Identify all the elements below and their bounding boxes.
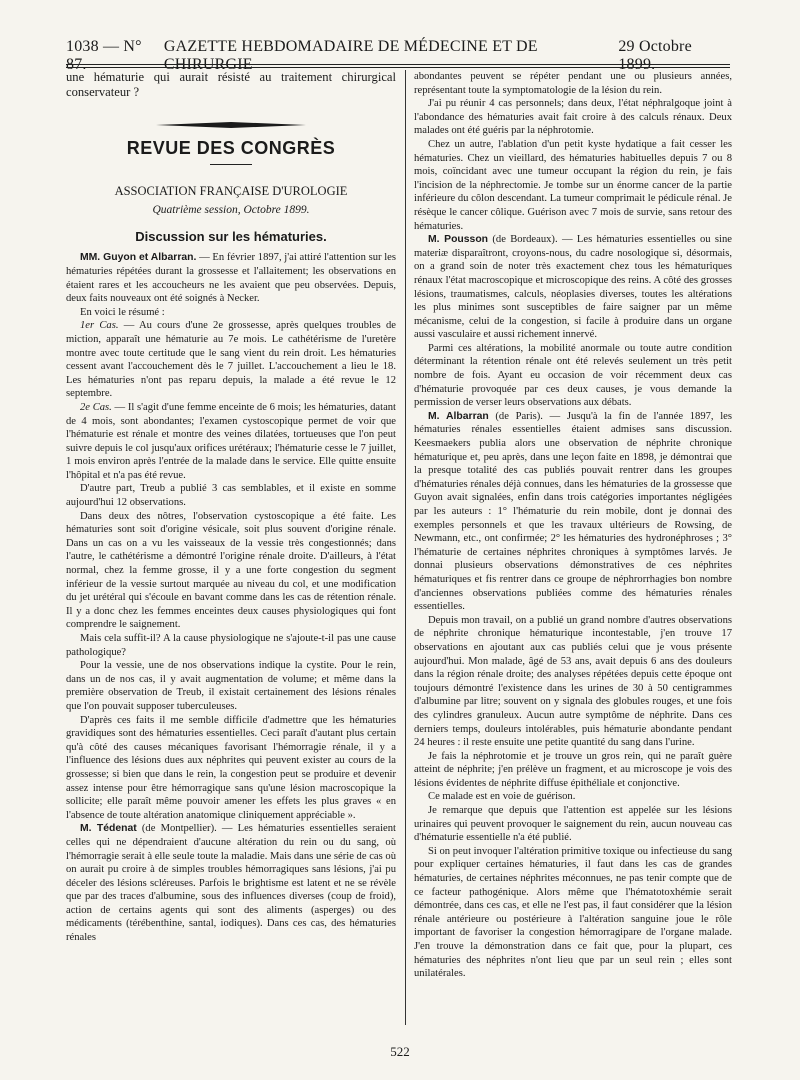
- journal-title: GAZETTE HEBDOMADAIRE DE MÉDECINE ET DE CHIRURGIE: [163, 38, 538, 73]
- paragraph: Parmi ces altérations, la mobilité anormale ou toute autre condition déterminant la rétention rénale ont été relevés seulement un très petit nombre de fois. Ayant eu occasion de voir récemment deux cas d'hématurie provoquée par ces deux causes, je vous demande la permission de verser leurs observations aux débats.: [414, 342, 732, 409]
- paragraph: Depuis mon travail, on a publié un grand nombre d'autres observations de néphrite chronique hématurique incontestable, j'en trouve 17 observations en ajoutant aux cas publiés celui que je vous présente aujourd'hui. Mon malade, âgé de 53 ans, avait depuis 6 ans des douleurs dans la région rénale droite; des analyses répétées depuis cette époque ont toujours démontré l'existence dans les urines de 30 à 50 centigrammes d'albumine par litre; souvent on y signala des globules rouges, et une fois des cylindres granuleux. Aucun autre symptôme de néphrite. Dans ces derniers temps, douleurs intolérables, puis hématurie abondante pendant 24 heures : il reste ensuite une petite quantité du sang dans l'urine.: [414, 614, 732, 749]
- speaker-name: M. Pousson: [428, 234, 489, 246]
- paragraph: D'après ces faits il me semble difficile d'admettre que les hématuries gravidiques sont des hématuries essentielles. Ceci paraît d'autant plus certain qu'à côté des causes mécaniques favorisant l'hémorragie rénale, il y a l'influence des lésions dues aux néphrites qui peuvent exister au cours de la grossesse; si bien que dans le rein, la congestion peut se produire et devenir assez intense pour être hémorragique sans qu'une lésion macroscopique la sollicite; elle paraît même pouvoir amener les effets les plus graves « en l'absence de toute altération anatomique cliniquement appréciable ».: [66, 714, 396, 821]
- speaker-name: M. Tédenat: [80, 823, 137, 835]
- pousson-paragraph: M. Pousson (de Bordeaux). — Les hématuries essentielles ou sine materiæ disparaîtront, croyons-nous, du cadre nosologique si, désormais, on a grand soin de noter très exactement chez tous les hématuriques rénaux l'état macroscopique et microscopique des reins. A côté des grosses lésions, traumatismes, calculs, néoplasies diverses, toutes les altérations les plus minimes sont susceptibles de faire saigner par un même mécanisme, celui de la congestion, si facile à produire dans un organe aussi vasculaire et aussi richement innervé.: [414, 234, 732, 341]
- page-number: 522: [390, 1044, 410, 1059]
- running-header: [66, 38, 730, 73]
- case-1-paragraph: 1er Cas. — Au cours d'une 2e grossesse, après quelques troubles de miction, apparaît une hématurie au 7e mois. Le cathétérisme de l'uretère montre avec toute certitude que le sang vient du rein droit. Les hématuries cessent avant l'accouchement dès le 7 juillet. L'accouchement a lieu le 18. Les hématuries n'ont pas reparu depuis, la malade a été revue le 12 septembre.: [66, 320, 396, 400]
- albarran-paragraph: M. Albarran (de Paris). — Jusqu'à la fin de l'année 1897, les hématuries rénales essentielles étaient admises sans discussion. Keesmaekers publia alors une observation de néphrite chronique hématurique et, peu après, dans une leçon faite en 1898, je démontrai que la presque totalité des cas publiés pouvait rentrer dans les groupes d'hématuries rénales déjà connues, dans les hématuries de la grossesse que Guyon avait signalées, enfin dans trois catégories importantes négligées par les auteurs : 1° l'hématurie du rein mobile, dont je donnai des exemples personnels et que les travaux ultérieurs de Rowsing, de Newmann, etc., ont confirmée; 2° les hématuries des hydronéphroses ; 3° l'hématurie de certaines néphrites chroniques à symptômes larvés. Je donnai plusieurs observations démonstratives de ces néphrites hématuriques et fis rentrer dans ce groupe de néphrorrhagies bon nombre d'anciennes observations publiées comme des hématuries rénales essentielles.: [414, 410, 732, 613]
- lead-in-paragraph: une hématurie qui aurait résisté au traitement chirurgical conservateur ?: [66, 70, 396, 99]
- session-info: Quatrième session, Octobre 1899.: [152, 204, 310, 217]
- speaker-name: MM. Guyon et Albarran.: [80, 252, 197, 264]
- paragraph: Chez un autre, l'ablation d'un petit kyste hydatique a fait cesser les hématuries. Chez un vieillard, des hématuries habituelles depuis 7 ou 8 mois, coïncidant avec une tumeur occupant la région du rein, je fais l'incision de la néphrectomie. Je tombe sur un énorme cancer de la partie inférieure du côlon descendant. La tumeur comprimait le pédicule rénal. Je résèque le cancer côlique. Guérison avec 7 mois de survie, sans retour des hématuries.: [414, 138, 732, 232]
- guyon-paragraph: MM. Guyon et Albarran. — En février 1897, j'ai attiré l'attention sur les hématuries répétées durant la grossesse et l'allaitement; les observations en étaient rares et les accoucheurs ne les avaient que peu observées. Depuis, deux faits nouveaux ont été soignés à Necker.: [66, 252, 397, 305]
- issue-date: 29 Octobre 1899.: [618, 38, 692, 73]
- discussion-heading: Discussion sur les hématuries.: [135, 228, 327, 244]
- paragraph: Je fais la néphrotomie et je trouve un gros rein, qui ne paraît guère atteint de néphrite; j'en prélève un fragment, et au microscope je vois des lésions évidentes de néphrite diffuse épithéliale et conjonctive.: [414, 750, 732, 789]
- column-divider: [405, 70, 406, 1025]
- ornament-divider-icon: [66, 120, 396, 128]
- paragraph: abondantes peuvent se répéter pendant une ou plusieurs années, représentant toute la symptomatologie de la lésion du rein.: [414, 71, 732, 96]
- case-2-paragraph: 2e Cas. — Il s'agit d'une femme enceinte de 6 mois; les hématuries, datant de 4 mois, sont abondantes; l'examen cystoscopique permet de voir que l'hématurie est rénale et montre des veines dilatées, tortueuses que l'on peut suivre depuis le col jusqu'aux orifices urétéraux; l'hématurie cesse le 7 juillet, 1 mois environ après l'entrée de la malade dans le service. Elle quitte ensuite l'hôpital et n'a pas été revue.: [66, 401, 397, 481]
- paragraph: Mais cela suffit-il? A la cause physiologique ne s'ajoute-t-il pas une cause pathologique?: [66, 633, 396, 658]
- summary-line: En voici le résumé :: [80, 306, 165, 318]
- issue-number: 1038 — N° 87.: [66, 38, 142, 73]
- title-rule: [210, 164, 252, 165]
- association-name: ASSOCIATION FRANÇAISE D'UROLOGIE: [114, 183, 348, 198]
- section-title: REVUE DES CONGRÈS: [126, 138, 336, 158]
- paragraph: Pour la vessie, une de nos observations indique la cystite. Pour le rein, dans un de nos cas, il y avait augmentation de volume; et même dans la première observation de Treub, il existait certainement des lésions rénales que l'on pouvait supposer tuberculeuses.: [66, 660, 396, 712]
- paragraph: Dans deux des nôtres, l'observation cystoscopique a été faite. Les hématuries sont soit d'origine vésicale, soit plus souvent d'origine rénale. Dans un cas on a vu les vaisseaux de la vessie très congestionnés; dans l'autre, le cathétérisme a démontré l'origine rénale droite. D'ailleurs, à l'état normal, chez la femme grosse, il y a une forte congestion du segment inférieur de la vessie surtout marquée au niveau du col, et une modification du jet urétéral qui s'écoule en bavant comme dans les cas de rétention rénale. Il y a donc chez les femmes enceintes deux causes physiologiques qui font comprendre le saignement.: [66, 510, 396, 631]
- tedenat-paragraph: M. Tédenat (de Montpellier). — Les hématuries essentielles seraient celles qui ne dépendraient d'aucune altération du rein ou du sang, où l'hémorragie serait à elle seule toute la maladie. Mais dans une série de cas où on aurait pu croire à de simples troubles hémorragiques sans lésions, j'ai pu déceler des lésions scléreuses. Parfois le brightisme est latent et ne se révèle que par des traces d'albumine, sous des influences diverses (coup de froid), action de certains agents qui sont des aliments (asperges) ou des médicaments (térébenthine, santal, iodiques). Dans ces cas, des hématuries rénales: [66, 823, 396, 944]
- left-column: [66, 70, 396, 945]
- paragraph: Je remarque que depuis que l'attention est appelée sur les lésions urinaires qui peuvent provoquer le saignement du rein, aucun nouveau cas d'hématurie essentielle n'a été publié.: [414, 805, 732, 844]
- right-column: [414, 70, 732, 981]
- paragraph: J'ai pu réunir 4 cas personnels; dans deux, l'état néphralgoque joint à l'abondance des hématuries avait fait croire à des calculs rénaux. Deux malades ont été guéris par la néphrotomie.: [414, 98, 732, 137]
- paragraph: Ce malade est en voie de guérison.: [428, 791, 576, 803]
- paragraph: Si on peut invoquer l'altération primitive toxique ou infectieuse du sang pour expliquer certaines hématuries, il faut dans les cas de grandes hématuries, de certaines néphrites méconnues, ne pas tenir compte que de ce facteur pathogénique. Alors même que l'hématotoxhémie serait démontrée, dans ces cas, et elle ne l'est pas, il faut considérer que la lésion rénale antérieure ou postérieure à l'altération sanguine joue le rôle important de favoriser la congestion hémorragipare de l'organe malade. J'en trouve la démonstration dans ce fait que, pour la plupart, ces hématuries des néphrites n'ont lieu que par un seul rein ; elles sont unilatérales.: [414, 845, 732, 980]
- paragraph: D'autre part, Treub a publié 3 cas semblables, et il existe en somme aujourd'hui 12 observations.: [66, 483, 396, 509]
- header-rule: [66, 64, 730, 68]
- speaker-name: M. Albarran: [428, 410, 489, 422]
